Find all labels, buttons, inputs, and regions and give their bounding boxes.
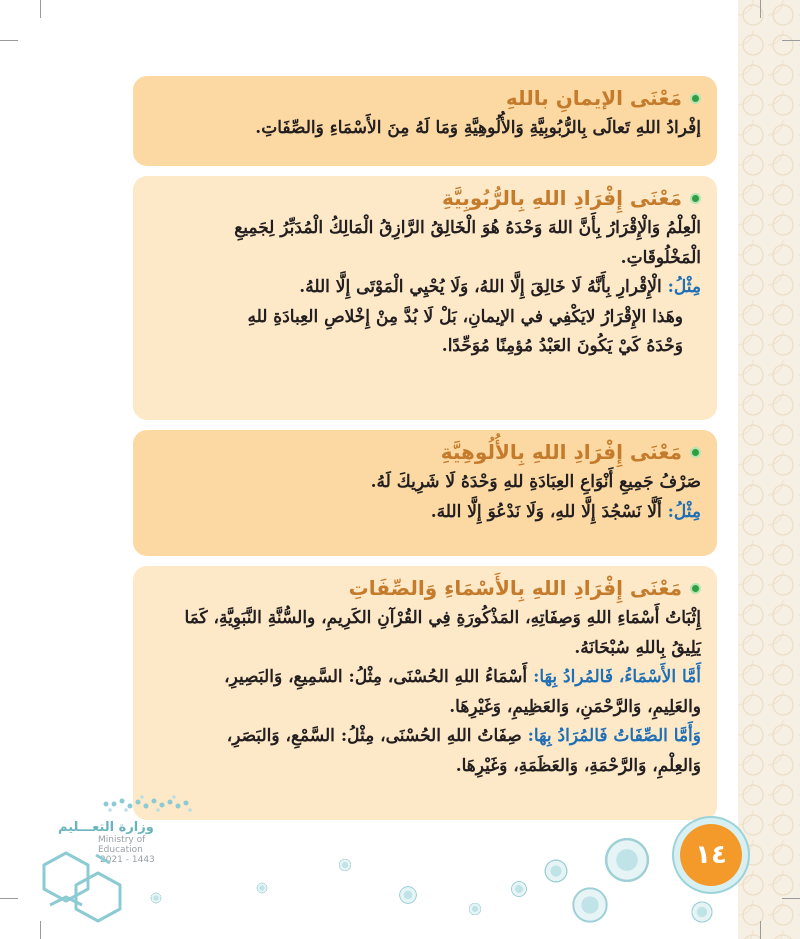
names-text: أَسْمَاءُ اللهِ الحُسْنَى، مِثْلُ: السَّمِيعِ، وَالبَصِيرِ،	[224, 667, 528, 687]
decorative-flower-icon	[570, 885, 610, 925]
crop-mark	[782, 40, 800, 41]
panel-heading	[147, 574, 701, 602]
decorative-flower-icon	[338, 858, 352, 872]
note-line: وَحْدَهُ كَيْ يَكُونَ العَبْدُ مُؤمِنًا مُوَحِّدًا.	[441, 336, 683, 356]
decorative-flower-icon	[256, 882, 268, 894]
crop-mark	[40, 0, 41, 18]
decorative-flower-icon	[398, 885, 418, 905]
example-line	[147, 500, 701, 526]
heading-text: مَعْنَى الإيمانِ باللهِ	[505, 86, 682, 110]
names-text-continued: والعَلِيمِ، وَالرَّحْمَنِ، وَالعَظِيمِ، وَغَيْرِهَا.	[449, 696, 701, 717]
decorative-flower-icon	[543, 858, 569, 884]
heading-text: مَعْنَى إِفْرَادِ اللهِ بِالأُلُوهِيَّةِ	[440, 440, 682, 464]
ministry-emblem-icon	[36, 845, 136, 935]
definition-line: الْمَخْلُوقَاتِ.	[620, 247, 701, 268]
definition-line: صَرْفُ جَمِيعِ أَنْوَاعِ العِبَادَةِ للهِ وَحْدَهُ لَا شَرِيكَ لَهُ.	[370, 472, 701, 492]
panel-meaning-of-iman	[133, 76, 717, 166]
definition-line: يَلِيقُ بِاللهِ سُبْحَانَهُ.	[574, 637, 701, 658]
definition-line: الْعِلْمُ وَالْإِقْرَارُ بِأَنَّ اللهَ وَحْدَهُ هُوَ الْخَالِقُ الرَّازِقُ الْمَالِكُ الْمُدَبِّرُ لِجَمِيعِ	[234, 218, 701, 238]
panel-heading	[147, 84, 701, 112]
attributes-label: وَأَمَّا الصِّفَاتُ فَالمُرَادُ بِهَا:	[527, 726, 701, 746]
definition-line: إفْرادُ اللهِ تَعالَى بِالرُّبُوبِيَّةِ وَالأُلُوهِيَّةِ وَمَا لَهُ مِنَ الأَسْمَاءِ وَالصِّفَاتِ.	[255, 118, 701, 138]
example-text: أَلَّا نَسْجُدَ إِلَّا للهِ، وَلَا نَدْعُوَ إِلَّا اللهَ.	[430, 501, 662, 522]
attributes-text: صِفَاتُ اللهِ الحُسْنَى، مِثْلُ: السَّمْعِ، وَالبَصَرِ،	[226, 726, 522, 746]
decorative-flower-icon	[468, 902, 482, 916]
crop-mark	[782, 898, 800, 899]
bullet-dot-icon	[690, 93, 701, 104]
example-line	[147, 275, 701, 301]
ministry-english-name: Ministry of Education	[98, 835, 146, 855]
decorative-flower-icon	[602, 835, 652, 885]
panel-rububiyya	[133, 176, 717, 420]
panel-heading	[147, 184, 701, 212]
crop-mark	[0, 898, 18, 899]
ministry-arabic-name: وزارة التعـــليم	[58, 820, 154, 835]
panel-asma-sifat	[133, 566, 717, 820]
edition-year: 2021 - 1443	[100, 855, 155, 865]
crop-mark	[760, 921, 761, 939]
page-number-badge	[680, 824, 742, 886]
definition-line: إِثْبَاتُ أَسْمَاءِ اللهِ وَصِفَاتِهِ، المَذْكُورَةِ فِي القُرْآنِ الكَرِيمِ، والسُّنَّةِ النَّبَوِيَّةِ، كَمَا	[184, 608, 701, 628]
crop-mark	[760, 0, 761, 18]
example-label: مِثْلُ:	[667, 277, 701, 297]
panel-heading	[147, 438, 701, 466]
attributes-line	[147, 724, 701, 750]
names-line	[147, 665, 701, 691]
crop-mark	[0, 40, 18, 41]
page-number: ١٤	[695, 840, 727, 870]
heading-text: مَعْنَى إِفْرَادِ اللهِ بِالأَسْمَاءِ وَالصِّفَاتِ	[348, 576, 682, 600]
decorative-flower-icon	[150, 892, 162, 904]
decorative-flower-icon	[690, 900, 714, 924]
vision-logo-icon	[100, 792, 196, 816]
bullet-dot-icon	[690, 583, 701, 594]
panel-uluhiyya	[133, 430, 717, 556]
attributes-text-continued: وَالعِلْمِ، وَالرَّحْمَةِ، وَالعَظَمَةِ، وَغَيْرِهَا.	[455, 755, 701, 776]
note-line: وهَذا الإِقْرَارُ لايَكْفِي في الإيمانِ، بَلْ لَا بُدَّ مِنْ إِخْلاصِ العِبادَةِ للهِ	[247, 306, 683, 327]
decorative-pattern-strip	[738, 0, 800, 939]
names-label: أَمَّا الأَسْمَاءُ، فَالمُرادُ بِهَا:	[533, 667, 701, 687]
example-text: الْإِقْرارِ بِأَنَّهُ لَا خَالِقَ إِلَّا اللهُ، وَلَا يُحْيِي الْمَوْتَى إِلَّا اللهُ.	[299, 277, 662, 297]
heading-text: مَعْنَى إِفْرَادِ اللهِ بِالرُّبُوبِيَّةِ	[442, 186, 682, 210]
bullet-dot-icon	[690, 193, 701, 204]
decorative-flower-icon	[510, 880, 528, 898]
example-label: مِثْلُ:	[667, 501, 701, 522]
bullet-dot-icon	[690, 447, 701, 458]
